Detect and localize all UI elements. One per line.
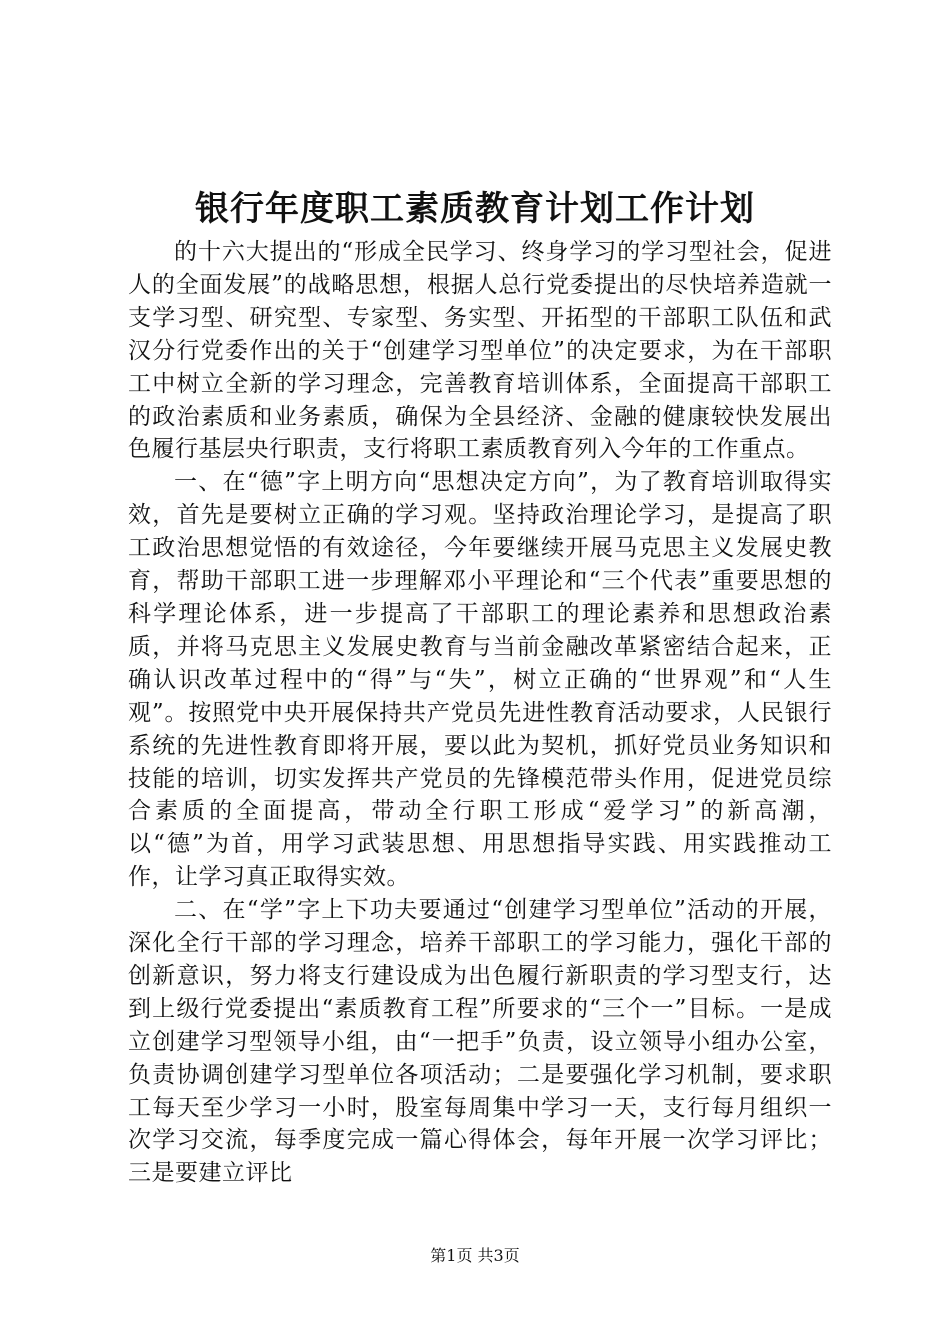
paragraph-intro: 的十六大提出的“形成全民学习、终身学习的学习型社会，促进人的全面发展”的战略思想，根据人总行党委提出的尽快培养造就一支学习型、研究型、专家型、务实型、开拓型的干部职工队伍和武汉分行党委作出的关于“创建学习型单位”的决定要求，为在干部职工中树立全新的学习理念，完善教育培训体系，全面提高干部职工的政治素质和业务素质，确保为全县经济、金融的健康较快发展出色履行基层央行职责，支行将职工素质教育列入今年的工作重点。	[128, 239, 832, 463]
page-number-footer: 第1页 共3页	[430, 1246, 520, 1265]
paragraph-section-one: 一、在“德”字上明方向“思想决定方向”，为了教育培训取得实效，首先是要树立正确的学习观。坚持政治理论学习，是提高了职工政治思想觉悟的有效途径，今年要继续开展马克思主义发展史教育，帮助干部职工进一步理解邓小平理论和“三个代表”重要思想的科学理论体系，进一步提高了干部职工的理论素养和思想政治素质，并将马克思主义发展史教育与当前金融改革紧密结合起来，正确认识改革过程中的“得”与“失”，树立正确的“世界观”和“人生观”。按照党中央开展保持共产党员先进性教育活动要求，人民银行系统的先进性教育即将开展，要以此为契机，抓好党员业务知识和技能的培训，切实发挥共产党员的先锋模范带头作用，促进党员综合素质的全面提高，带动全行职工形成“爱学习”的新高潮，以“德”为首，用学习武装思想、用思想指导实践、用实践推动工作，让学习真正取得实效。	[128, 469, 832, 891]
paragraph-section-two: 二、在“学”字上下功夫要通过“创建学习型单位”活动的开展，深化全行干部的学习理念，培养干部职工的学习能力，强化干部的创新意识，努力将支行建设成为出色履行新职责的学习型支行，达到上级行党委提出“素质教育工程”所要求的“三个一”目标。一是成立创建学习型领导小组，由“一把手”负责，设立领导小组办公室，负责协调创建学习型单位各项活动；二是要强化学习机制，要求职工每天至少学习一小时，股室每周集中学习一天，支行每月组织一次学习交流，每季度完成一篇心得体会，每年开展一次学习评比；三是要建立评比	[128, 897, 832, 1187]
document-title: 银行年度职工素质教育计划工作计划	[195, 189, 755, 229]
document-body	[128, 236, 832, 1190]
